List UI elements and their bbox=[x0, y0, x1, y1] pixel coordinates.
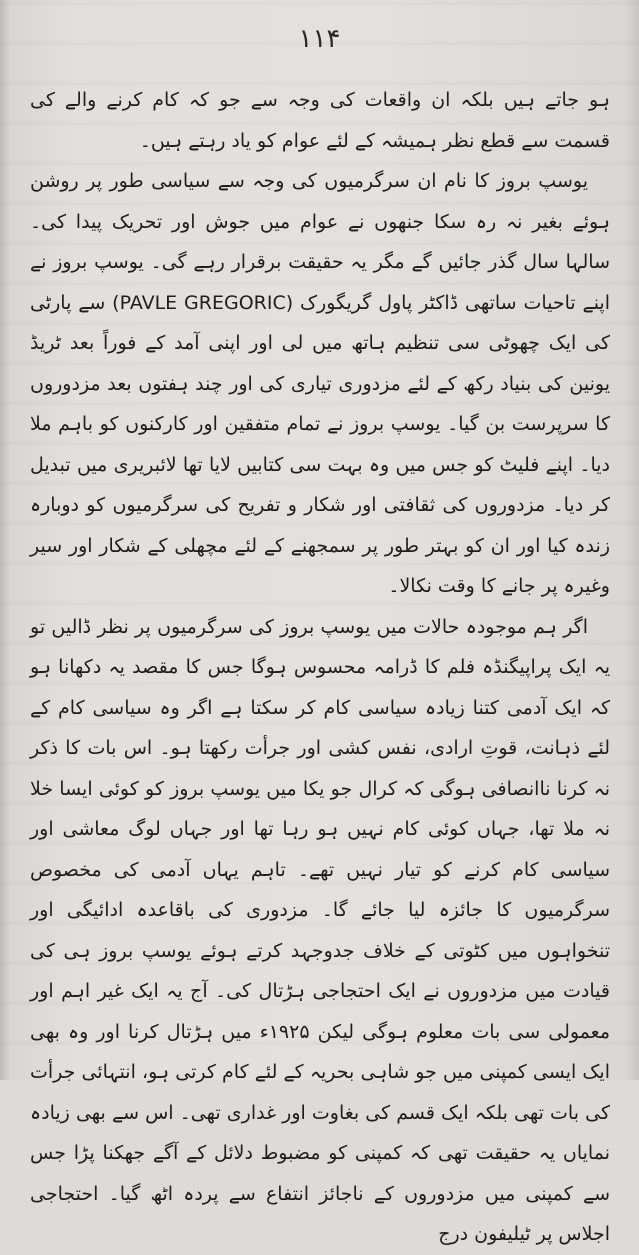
page-edge-shadow-left bbox=[0, 0, 10, 1080]
paragraph-2: یوسپ بروز کا نام ان سرگرمیوں کی وجہ سے سیاسی طور پر روشن ہوئے بغیر نہ رہ سکا جنھوں نے عوام میں جوش اور تحریک پیدا کی۔ سالہا سال گذر جائیں گے مگر یہ حقیقت برقرار رہے گی۔ یوسپ بروز نے اپنے تاحیات ساتھی ڈاکٹر پاول گریگورک (PAVLE GREGORIC) سے پارٹی کی ایک چھوٹی سی تنظیم ہاتھ میں لی اور اپنی آمد کے فوراً بعد ٹریڈ یونین کی بنیاد رکھ کے لئے مزدوری تیاری کی اور چند ہفتوں بعد مزدوروں کا سرپرست بن گیا۔ یوسپ بروز نے تمام متفقین اور کارکنوں کو باہم ملا دیا۔ اپنے فلیٹ کو جس میں وہ بہت سی کتابیں لایا تھا لائبریری میں تبدیل کر دیا۔ مزدوروں کی ثقافتی اور شکار و تفریح کی سرگرمیوں کو دوبارہ زندہ کیا اور ان کو بہتر طور پر سمجھنے کے لئے مچھلی کے شکار اور سیر وغیرہ پر جانے کا وقت نکالا۔ bbox=[30, 170, 610, 597]
page-number: ۱۱۴ bbox=[298, 24, 341, 54]
paragraph-3: اگر ہم موجودہ حالات میں یوسپ بروز کی سرگرمیوں پر نظر ڈالیں تو یہ ایک پراپیگنڈہ فلم کا ڈرامہ محسوس ہوگا جس کا مقصد یہ دکھانا ہو کہ ایک آدمی کتنا زیادہ سیاسی کام کر سکتا ہے اگر وہ سیاسی کام کے لئے ذہانت، قوتِ ارادی، نفس کشی اور جرأت رکھتا ہو۔ اس بات کا ذکر نہ کرنا ناانصافی ہوگی کہ کرال جو یکا میں یوسپ بروز کو کوئی ایسا خلا نہ ملا تھا، جہاں کوئی کام نہیں ہو رہا تھا اور جہاں لوگ معاشی اور سیاسی کام کرنے کو تیار نہیں تھے۔ تاہم یہاں آدمی کی مخصوص سرگرمیوں کا جائزہ لیا جائے گا۔ مزدوری کی باقاعدہ ادائیگی اور تنخواہوں میں کٹوتی کے خلاف جدوجہد کرتے ہوئے یوسپ بروز ہی کی قیادت میں مزدوروں نے ایک احتجاجی ہڑتال کی۔ آج یہ ایک غیر اہم اور معمولی سی بات معلوم ہوگی لیکن ۱۹۲۵ء میں ہڑتال کرنا اور وہ بھی ایک ایسی کمپنی میں جو شاہی بحریہ کے لئے کام کرتی ہو، انتہائی جرأت کی بات تھی بلکہ ایک قسم کی بغاوت اور غداری تھی۔ اس سے بھی زیادہ نمایاں یہ حقیقت تھی کہ کمپنی کو مضبوط دلائل کے آگے جھکنا پڑا جس سے کمپنی میں مزدوروں کے ناجائز انتفاع سے پردہ اٹھ گیا۔ احتجاجی اجلاس پر ٹیلیفون درج bbox=[30, 615, 610, 1245]
body-text bbox=[30, 80, 610, 1255]
paragraph-1: ہو جاتے ہیں بلکہ ان واقعات کی وجہ سے جو کہ کام کرنے والے کی قسمت سے قطع نظر ہمیشہ کے لئے عوام کو یاد رہتے ہیں۔ bbox=[30, 89, 610, 152]
page-edge-shadow-right bbox=[625, 0, 639, 1080]
